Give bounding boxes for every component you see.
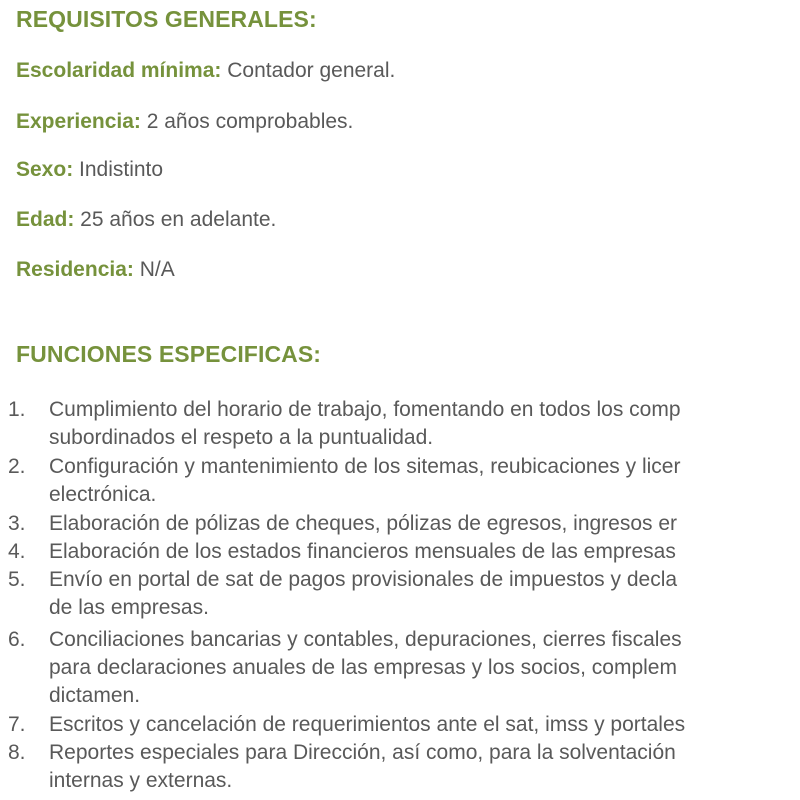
funciones-heading: FUNCIONES ESPECIFICAS:: [16, 341, 322, 367]
requirement-value: Contador general.: [221, 59, 396, 82]
list-item-text: electrónica.: [49, 483, 157, 506]
requirement-escolaridad: [16, 59, 395, 83]
list-item-number: 4.: [8, 540, 26, 563]
list-item-text: Elaboración de pólizas de cheques, pólizas de egresos, ingresos er: [49, 512, 678, 535]
list-item-number: 6.: [8, 628, 26, 651]
list-item-text: Cumplimiento del horario de trabajo, fomentando en todos los comp: [49, 398, 681, 421]
requirement-residencia: [16, 258, 175, 282]
requirement-label: Sexo:: [16, 158, 74, 181]
requirement-value: 25 años en adelante.: [74, 208, 277, 231]
list-item-number: 1.: [8, 398, 26, 421]
requirement-label: Experiencia:: [16, 110, 141, 133]
list-item-text: dictamen.: [49, 684, 141, 707]
requirement-label: Edad:: [16, 208, 75, 231]
list-item-text: Reportes especiales para Dirección, así como, para la solventación: [49, 741, 676, 764]
requirement-sexo: [16, 158, 163, 182]
list-item-text: de las empresas.: [49, 596, 209, 619]
list-item-number: 8.: [8, 741, 26, 764]
list-item-text: Escritos y cancelación de requerimientos ante el sat, imss y portales: [49, 713, 686, 736]
list-item-number: 3.: [8, 512, 26, 535]
requisitos-heading: REQUISITOS GENERALES:: [16, 6, 317, 32]
requirement-value: 2 años comprobables.: [140, 110, 354, 133]
list-item-text: subordinados el respeto a la puntualidad.: [49, 426, 434, 449]
requirement-experiencia: [16, 110, 353, 134]
list-item-text: Conciliaciones bancarias y contables, depuraciones, cierres fiscales: [49, 628, 682, 651]
requirement-value: N/A: [133, 258, 175, 281]
requirement-value: Indistinto: [73, 158, 164, 181]
list-item-text: Envío en portal de sat de pagos provisionales de impuestos y decla: [49, 568, 678, 591]
list-item-number: 2.: [8, 455, 26, 478]
list-item-text: para declaraciones anuales de las empresas y los socios, complem: [49, 656, 677, 679]
list-item-text: Elaboración de los estados financieros mensuales de las empresas: [49, 540, 676, 563]
requirement-label: Residencia:: [16, 258, 134, 281]
requirement-edad: [16, 208, 276, 232]
list-item-text: internas y externas.: [49, 769, 233, 792]
list-item-number: 5.: [8, 568, 26, 591]
list-item-text: Configuración y mantenimiento de los sitemas, reubicaciones y licer: [49, 455, 681, 478]
list-item-number: 7.: [8, 713, 26, 736]
requirement-label: Escolaridad mínima:: [16, 59, 222, 82]
